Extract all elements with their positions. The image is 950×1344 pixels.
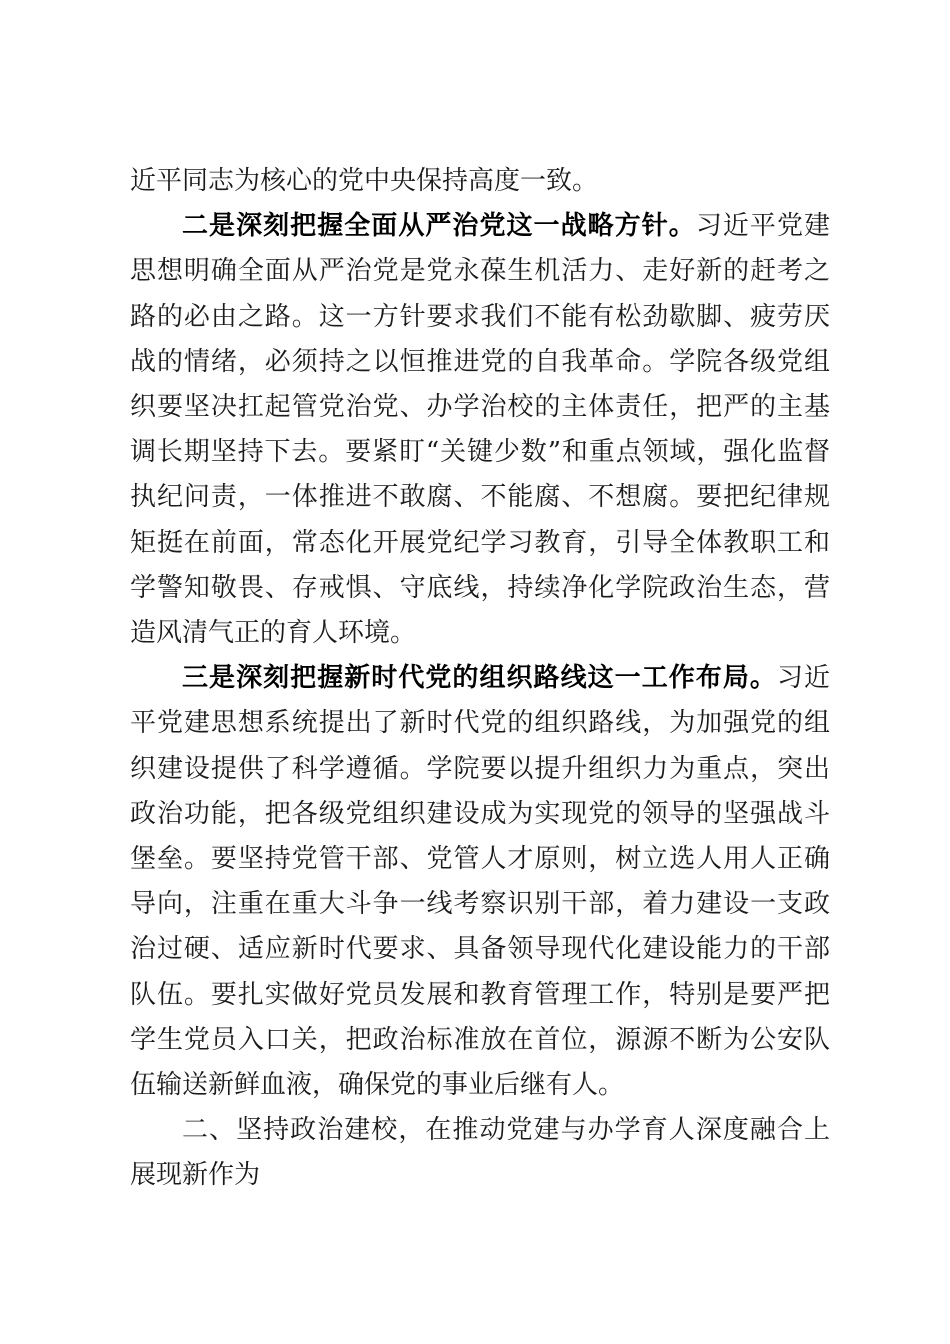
paragraph-lead-bold: 二是深刻把握全面从严治党这一战略方针。 [182,211,696,242]
paragraph-point-three [130,656,830,1108]
paragraph-continuation [130,159,830,204]
section-heading [130,1108,830,1198]
paragraph-text: 习近平党建思想明确全面从严治党是党永葆生机活力、走好新的赶考之路的必由之路。这一方针要求我们不能有松劲歇脚、疲劳厌战的情绪，必须持之以恒推进党的自我革命。学院各级党组织要坚决扛起管党治党、办学治校的主体责任，把严的主基调长期坚持下去。要紧盯“关键少数”和重点领域，强化监督执纪问责，一体推进不敢腐、不能腐、不想腐。要把纪律规矩挺在前面，常态化开展党纪学习教育，引导全体教职工和学警知敬畏、存戒惧、守底线，持续净化学院政治生态，营造风清气正的育人环境。 [130,211,830,649]
paragraph-text: 近平同志为核心的党中央保持高度一致。 [130,166,599,196]
paragraph-text: 习近平党建思想系统提出了新时代党的组织路线，为加强党的组织建设提供了科学遵循。学院要以提升组织力为重点，突出政治功能，把各级党组织建设成为实现党的领导的坚强战斗堡垒。要坚持党管干部、党管人才原则，树立选人用人正确导向，注重在重大斗争一线考察识别干部，着力建设一支政治过硬、适应新时代要求、具备领导现代化建设能力的干部队伍。要扎实做好党员发展和教育管理工作，特别是要严把学生党员入口关，把政治标准放在首位，源源不断为公安队伍输送新鲜血液，确保党的事业后继有人。 [130,663,830,1101]
paragraph-point-two [130,204,830,656]
section-heading-text: 二、坚持政治建校，在推动党建与办学育人深度融合上展现新作为 [130,1115,830,1191]
document-body [130,159,830,1199]
paragraph-lead-bold: 三是深刻把握新时代党的组织路线这一工作布局。 [182,663,777,694]
